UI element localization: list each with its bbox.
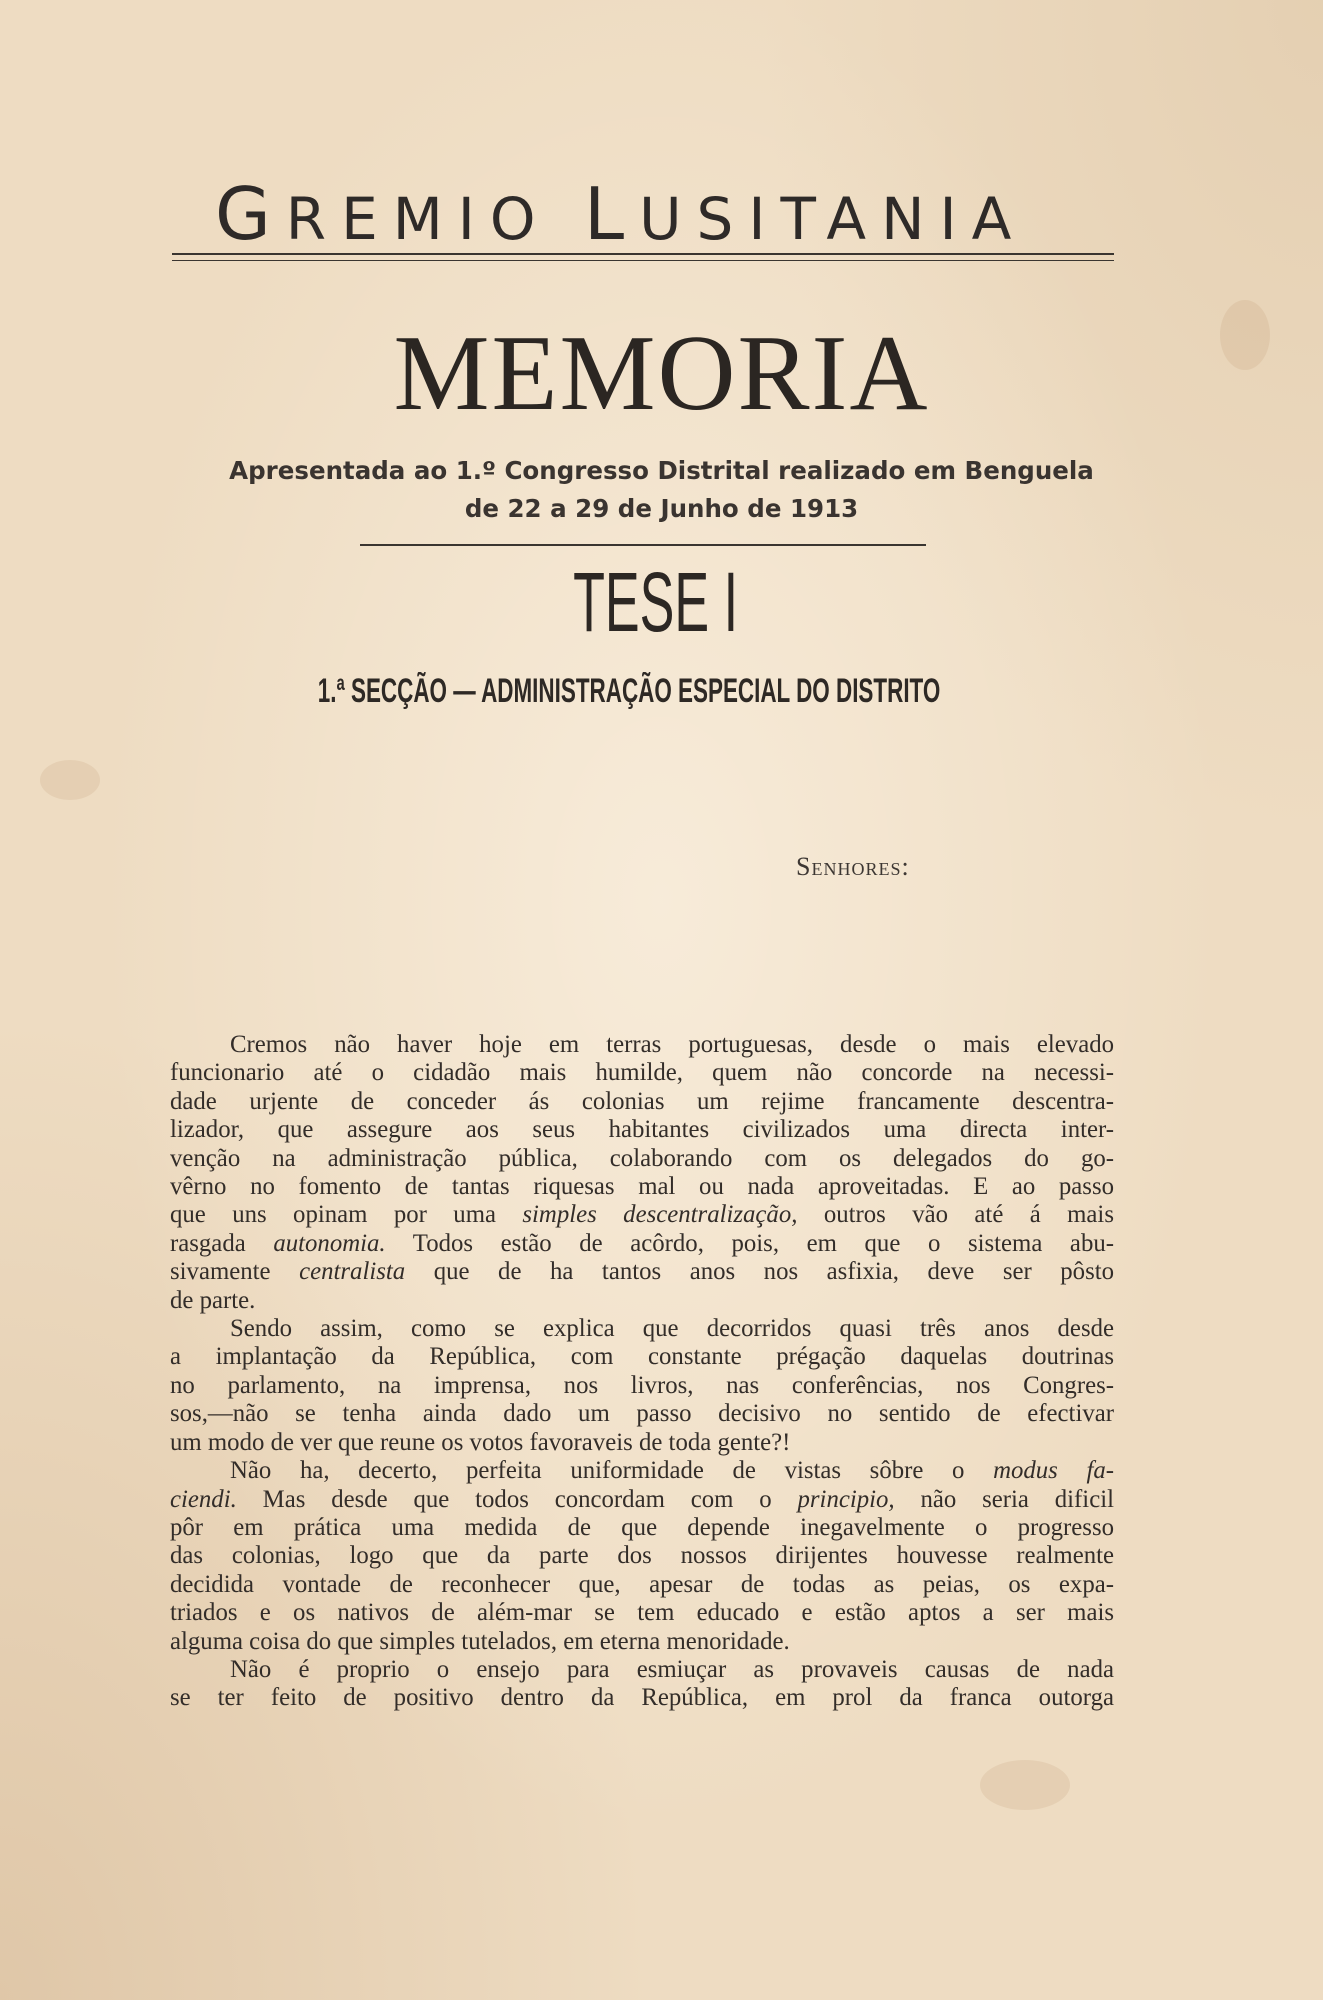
organization-heading [215,172,1075,256]
body-segment: rasgada [170,1229,246,1257]
body-line: pôr em prática uma medida de que depende inegavelmente o progresso [170,1513,1114,1541]
body-line: lizador, que assegure aos seus habitantes civilizados uma directa inter- [170,1116,1114,1144]
body-line: Sendo assim, como se explica que decorridos quasi três anos desde [230,1315,1114,1343]
subtitle-line-1: Apresentada ao 1.º Congresso Distrital realizado em Benguela [229,456,1094,485]
heading-initial-2: L [583,172,640,256]
heading-rest-1: REMIO [285,185,584,253]
body-line: um modo de ver que reune os votos favoraveis de toda gente?! [170,1428,791,1456]
body-segment: que uns opinam por uma [170,1201,496,1229]
body-line: triados e os nativos de além-mar se tem educado e estão aptos a ser mais [170,1599,1114,1627]
body-line: Não é proprio o ensejo para esmiuçar as provaveis causas de nada [230,1655,1114,1683]
body-segment: Não ha, decerto, perfeita uniformidade de vistas sôbre o [230,1457,965,1485]
heading-double-rule [172,253,1114,261]
heading-initial-1: G [215,172,286,256]
salutation: Senhores: [796,852,910,881]
body-line: vêrno no fomento de tantas riquesas mal ou nada aproveitadas. E ao passo [170,1173,1114,1201]
emphasis-text: ciendi. [170,1485,237,1513]
emphasis-text: simples descentralização, [522,1201,798,1229]
body-text [170,1031,1114,1713]
body-line [170,1486,1114,1514]
body-line: no parlamento, na imprensa, nos livros, nas conferências, nos Congres- [170,1371,1114,1399]
body-line: de parte. [170,1286,256,1314]
body-line: venção na administração pública, colaborando com os delegados do go- [170,1144,1114,1172]
body-segment: Mas desde que todos concordam com o [262,1485,772,1513]
body-segment: Todos estão de acôrdo, pois, em que o sistema abu- [412,1229,1114,1257]
emphasis-text: principio, [797,1485,895,1513]
body-line [170,1230,1114,1258]
emphasis-text: centralista [299,1258,406,1286]
emphasis-text: modus fa- [993,1457,1115,1485]
body-segment: outros vão até á mais [823,1201,1114,1229]
body-segment: não seria dificil [920,1485,1114,1513]
subtitle-line-2: de 22 a 29 de Junho de 1913 [464,494,859,523]
body-line: decidida vontade de reconhecer que, apesar de todas as peias, os expa- [170,1570,1114,1598]
thesis-title: TESE I [573,555,739,649]
body-line: se ter feito de positivo dentro da República, em prol da franca outorga [170,1684,1114,1712]
body-line [170,1258,1114,1286]
body-line [170,1457,1114,1485]
body-segment: sivamente [170,1258,271,1286]
body-line: sos,—não se tenha ainda dado um passo decisivo no sentido de efectivar [170,1400,1114,1428]
emphasis-text: autonomia. [273,1229,386,1257]
paper-stain [980,1760,1070,1810]
body-line: alguma coisa do que simples tutelados, em eterna menoridade. [170,1627,790,1655]
document-title: MEMORIA [393,314,930,433]
body-line: Cremos não haver hoje em terras portuguesas, desde o mais elevado [230,1031,1114,1058]
body-line: dade urjente de conceder ás colonias um rejime francamente descentra- [170,1087,1114,1115]
body-segment: que de ha tantos anos nos asfixia, deve ser pôsto [433,1258,1115,1286]
body-line: das colonias, logo que da parte dos nossos dirijentes houvesse realmente [170,1542,1114,1570]
paper-stain [40,760,100,800]
body-line: funcionario até o cidadão mais humilde, quem não concorde na necessi- [170,1059,1114,1087]
section-heading: 1.ª SECÇÃO — ADMINISTRAÇÃO ESPECIAL DO DISTRITO [317,672,941,710]
body-line: a implantação da República, com constante prégação daquelas doutrinas [170,1343,1114,1371]
subtitle [160,452,1163,528]
body-line [170,1201,1114,1229]
subtitle-rule [360,544,926,546]
heading-rest-2: USITANIA [639,185,1027,253]
